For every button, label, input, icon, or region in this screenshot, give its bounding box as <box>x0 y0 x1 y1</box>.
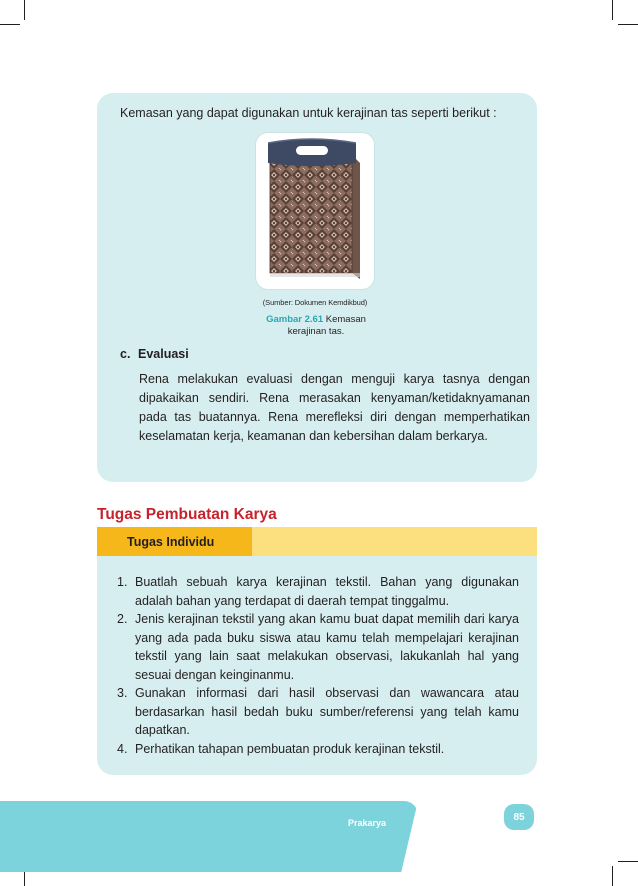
list-item <box>117 610 519 684</box>
list-item-number: 4. <box>117 741 128 756</box>
task-tab-label: Tugas Individu <box>127 535 215 549</box>
task-list <box>117 573 519 758</box>
list-item <box>117 684 519 740</box>
list-item-number: 3. <box>117 686 128 700</box>
figure-number: Gambar 2.61 <box>266 314 324 325</box>
task-tab <box>97 527 252 556</box>
evaluation-paragraph: Rena melakukan evaluasi dengan menguji karya tasnya dengan dipakaikan sendiri. Rena merasakan kenyaman/ketidaknyamanan pada tas buatannya. Rena merefleksi diri dengan memperhatikan keselamatan kerja, keamanan dan kebersihan dalam berkarya. <box>139 372 530 443</box>
list-item <box>117 740 519 759</box>
list-item-number: 2. <box>117 612 128 626</box>
figure-source: (Sumber: Dokumen Kemdikbud) <box>262 298 368 307</box>
crop-mark <box>618 861 638 862</box>
list-item <box>117 573 519 610</box>
crop-mark <box>618 24 638 25</box>
intro-text: Kemasan yang dapat digunakan untuk kerajinan tas seperti berikut : <box>120 106 497 120</box>
paper-bag-illustration <box>256 133 374 289</box>
bag-packaging-photo <box>256 133 374 289</box>
footer-book-title: Prakarya <box>348 818 387 828</box>
task-heading: Tugas Pembuatan Karya <box>97 506 277 523</box>
footer-band <box>0 801 418 872</box>
figure-caption-line1: Kemasan <box>323 314 366 325</box>
page-number: 85 <box>504 804 534 830</box>
list-item-text: Jenis kerajinan tekstil yang akan kamu buat dapat memilih dari karya yang ada pada buku siswa atau kamu telah mempelajari kerajinan tekstil yang lain saat melakukan observasi, lakukanlah hal yang sesuai dengan keinginanmu. <box>135 612 519 682</box>
crop-mark <box>612 866 613 886</box>
list-item-text: Buatlah sebuah karya kerajinan tekstil. Bahan yang digunakan adalah bahan yang terdapat di daerah tempat tinggalmu. <box>135 575 519 608</box>
list-item-text: Perhatikan tahapan pembuatan produk kerajinan tekstil. <box>135 741 445 756</box>
list-item-number: 1. <box>117 575 128 589</box>
crop-mark <box>0 24 20 25</box>
section-heading <box>120 345 189 363</box>
section-title: Evaluasi <box>138 347 189 361</box>
list-item-text: Gunakan informasi dari hasil observasi dan wawancara atau berdasarkan hasil bedah buku sumber/referensi yang telah kamu dapatkan. <box>135 686 519 737</box>
figure-caption-line2: kerajinan tas. <box>287 326 345 337</box>
crop-mark <box>24 0 25 20</box>
figure-caption <box>258 314 374 338</box>
section-letter: c. <box>120 347 131 361</box>
crop-mark <box>612 0 613 20</box>
